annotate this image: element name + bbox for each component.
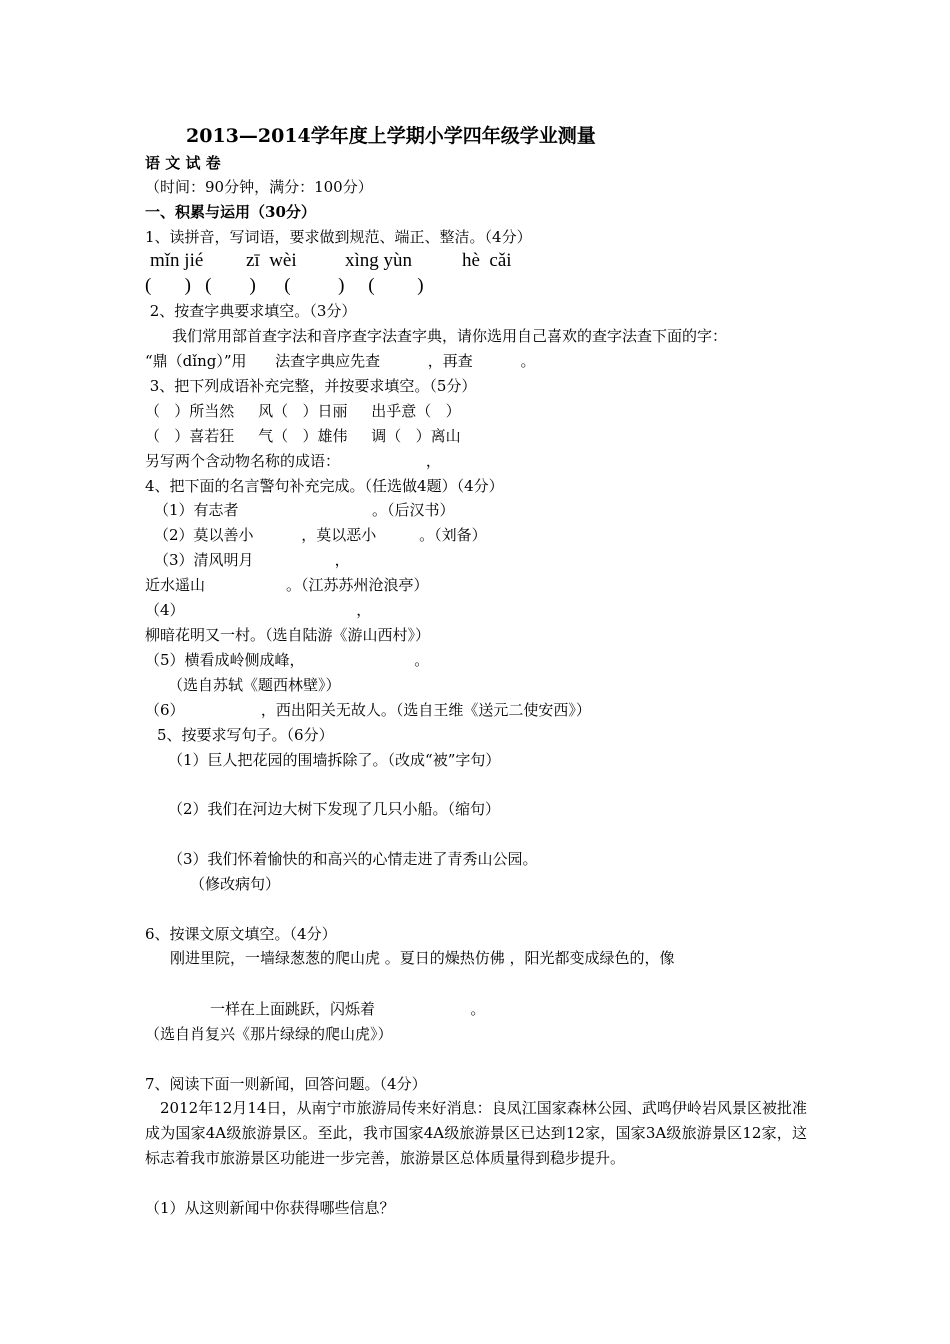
subject-label: 语 文 试 卷 bbox=[145, 154, 221, 172]
question-6-source: （选自肖复兴《那片绿绿的爬山虎》） bbox=[145, 1025, 393, 1043]
pinyin-2: zī wèi bbox=[246, 250, 297, 271]
quote-item: 近水遥山 。（江苏苏州沧浪亭） bbox=[145, 576, 429, 594]
question-6-prompt: 6、按课文原文填空。（4分） bbox=[145, 925, 337, 943]
idiom-row-3: 另写两个含动物名称的成语： ， bbox=[145, 452, 441, 470]
idiom-row-1: （ ）所当然 风（ ）日丽 出乎意（ ） bbox=[145, 402, 461, 420]
question-6-paragraph: 刚进里院，一墙绿葱葱的爬山虎 。夏日的燥热仿佛 ，阳光都变成绿色的，像 bbox=[170, 949, 675, 967]
pinyin-3: xìng yùn bbox=[345, 250, 413, 271]
question-2-prompt: 2、按查字典要求填空。（3分） bbox=[145, 302, 357, 320]
sentence-task: （2）我们在河边大树下发现了几只小船。（缩句） bbox=[168, 800, 501, 818]
question-5-prompt: 5、按要求写句子。（6分） bbox=[157, 726, 334, 744]
exam-title: 2013—2014学年度上学期小学四年级学业测量 bbox=[186, 125, 596, 147]
time-info: （时间：90分钟，满分：100分） bbox=[145, 178, 373, 196]
quote-item: （3）清风明月 ， bbox=[154, 551, 350, 569]
quote-item: （5）横看成岭侧成峰， 。 bbox=[145, 651, 430, 669]
question-6-fill: 一样在上面跳跃，闪烁着 。 bbox=[210, 1000, 486, 1018]
sentence-task: （3）我们怀着愉快的和高兴的心情走进了青秀山公园。 bbox=[168, 850, 538, 868]
question-2-fill: “鼎（dǐng）”用 法查字典应先查 ，再查 。 bbox=[145, 352, 536, 370]
answer-blanks: ( ) ( ) ( ) ( ) bbox=[145, 275, 424, 296]
quote-item: 柳暗花明又一村。（选自陆游《游山西村》） bbox=[145, 626, 431, 644]
sentence-task: （修改病句） bbox=[190, 875, 281, 893]
question-3-prompt: 3、把下列成语补充完整，并按要求填空。（5分） bbox=[145, 377, 477, 395]
quote-item: （1）有志者 。（后汉书） bbox=[154, 501, 455, 519]
pinyin-4: hè cǎi bbox=[462, 250, 512, 271]
quote-item: （4） ， bbox=[145, 601, 372, 619]
quote-item: （2）莫以善小 ，莫以恶小 。（刘备） bbox=[154, 526, 487, 544]
quote-item: （选自苏轼《题西林壁》） bbox=[168, 676, 341, 694]
pinyin-1: mǐn jié bbox=[150, 250, 204, 271]
question-7-sub-1: （1）从这则新闻中你获得哪些信息？ bbox=[145, 1199, 395, 1217]
quote-item: （6） ，西出阳关无故人。（选自王维《送元二使安西》） bbox=[145, 701, 591, 719]
news-paragraph: 2012年12月14日，从南宁市旅游局传来好消息：良凤江国家森林公园、武鸣伊岭岩风景区被批准成为国家4A级旅游景区。至此，我市国家4A级旅游景区已达到12家，国家3A级旅游景区12家，这标志着我市旅游景区功能进一步完善，旅游景区总体质量得到稳步提升。 bbox=[145, 1099, 807, 1167]
question-2-text: 我们常用部首查字法和音序查字法查字典，请你选用自己喜欢的查字法查下面的字： bbox=[172, 327, 728, 345]
question-4-prompt: 4、把下面的名言警句补充完成。（任选做4题）（4分） bbox=[145, 477, 504, 495]
section-heading: 一、积累与运用（30分） bbox=[145, 203, 316, 221]
question-7-prompt: 7、阅读下面一则新闻，回答问题。（4分） bbox=[145, 1075, 427, 1093]
idiom-row-2: （ ）喜若狂 气（ ）雄伟 调（ ）离山 bbox=[145, 427, 461, 445]
question-1-prompt: 1、读拼音，写词语，要求做到规范、端正、整洁。（4分） bbox=[145, 228, 532, 246]
sentence-task: （1）巨人把花园的围墙拆除了。（改成“被”字句） bbox=[168, 751, 501, 769]
